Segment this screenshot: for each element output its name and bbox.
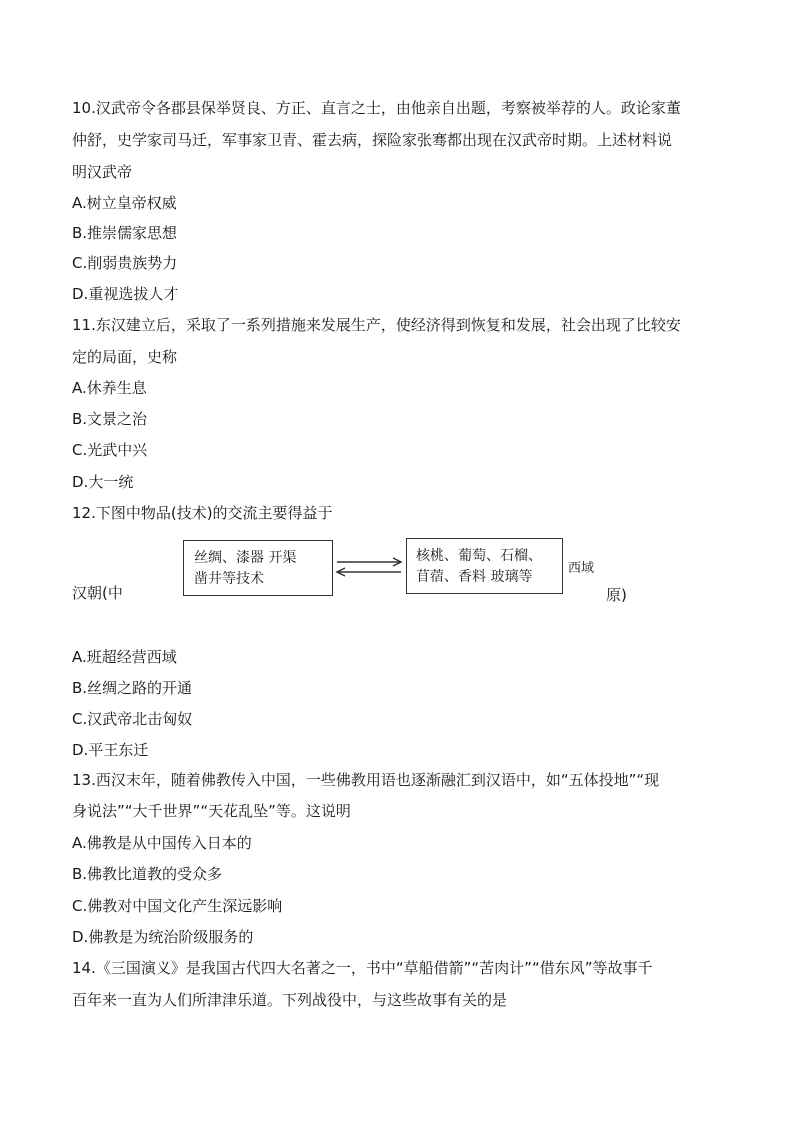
figure-right-box-line-2: 苜蓿、香料 玻璃等	[416, 569, 533, 585]
figure-right-box	[406, 538, 563, 594]
q11-option-d: D.大一统	[72, 473, 134, 491]
figure-left-box	[183, 540, 333, 596]
q12-option-a: A.班超经营西域	[72, 648, 177, 666]
figure-left-label: 汉朝(中	[72, 584, 123, 602]
q10-stem-line-1: 10.汉武帝令各郡县保举贤良、方正、直言之士，由他亲自出题，考察被举荐的人。政论家董	[72, 99, 681, 117]
figure-left-box-line-2: 凿井等技术	[194, 571, 264, 587]
q11-option-b: B.文景之治	[72, 410, 148, 428]
q10-option-d: D.重视选拔人才	[72, 285, 179, 303]
figure-left-box-line-1: 丝绸、漆器 开渠	[194, 550, 297, 566]
bidirectional-arrow-icon	[333, 556, 405, 578]
q14-stem-line-1: 14.《三国演义》是我国古代四大名著之一，书中“草船借箭”“苦肉计”“借东风”等故事千	[72, 959, 653, 977]
q10-option-a: A.树立皇帝权威	[72, 194, 177, 212]
figure-right-box-line-1: 核桃、葡萄、石榴、	[416, 548, 542, 564]
q10-stem-line-2: 仲舒，史学家司马迁，军事家卫青、霍去病，探险家张骞都出现在汉武帝时期。上述材料说	[72, 131, 673, 149]
q14-stem-line-2: 百年来一直为人们所津津乐道。下列战役中，与这些故事有关的是	[72, 991, 508, 1009]
figure-right-label-top: 西域	[568, 561, 595, 576]
q12-option-d: D.平王东迁	[72, 741, 149, 759]
q11-stem-line-2: 定的局面，史称	[72, 348, 178, 366]
figure-right-label-bottom: 原)	[606, 586, 627, 604]
q12-option-b: B.丝绸之路的开通	[72, 679, 193, 697]
q11-option-c: C.光武中兴	[72, 441, 148, 459]
q13-stem-line-1: 13.西汉末年，随着佛教传入中国，一些佛教用语也逐渐融汇到汉语中，如“五体投地”“现	[72, 771, 660, 789]
q13-option-a: A.佛教是从中国传入日本的	[72, 834, 252, 852]
q13-option-b: B.佛教比道教的受众多	[72, 865, 223, 883]
q12-option-c: C.汉武帝北击匈奴	[72, 710, 193, 728]
q10-option-c: C.削弱贵族势力	[72, 254, 178, 272]
q10-stem-line-3: 明汉武帝	[72, 163, 133, 181]
q11-stem-line-1: 11.东汉建立后，采取了一系列措施来发展生产，使经济得到恢复和发展，社会出现了比较安	[72, 316, 681, 334]
q10-option-b: B.推崇儒家思想	[72, 224, 178, 242]
q13-stem-line-2: 身说法”“大千世界”“天花乱坠”等。这说明	[72, 802, 351, 820]
q12-stem: 12.下图中物品(技术)的交流主要得益于	[72, 504, 333, 522]
q13-option-d: D.佛教是为统治阶级服务的	[72, 928, 254, 946]
q13-option-c: C.佛教对中国文化产生深远影响	[72, 897, 283, 915]
q11-option-a: A.休养生息	[72, 379, 147, 397]
